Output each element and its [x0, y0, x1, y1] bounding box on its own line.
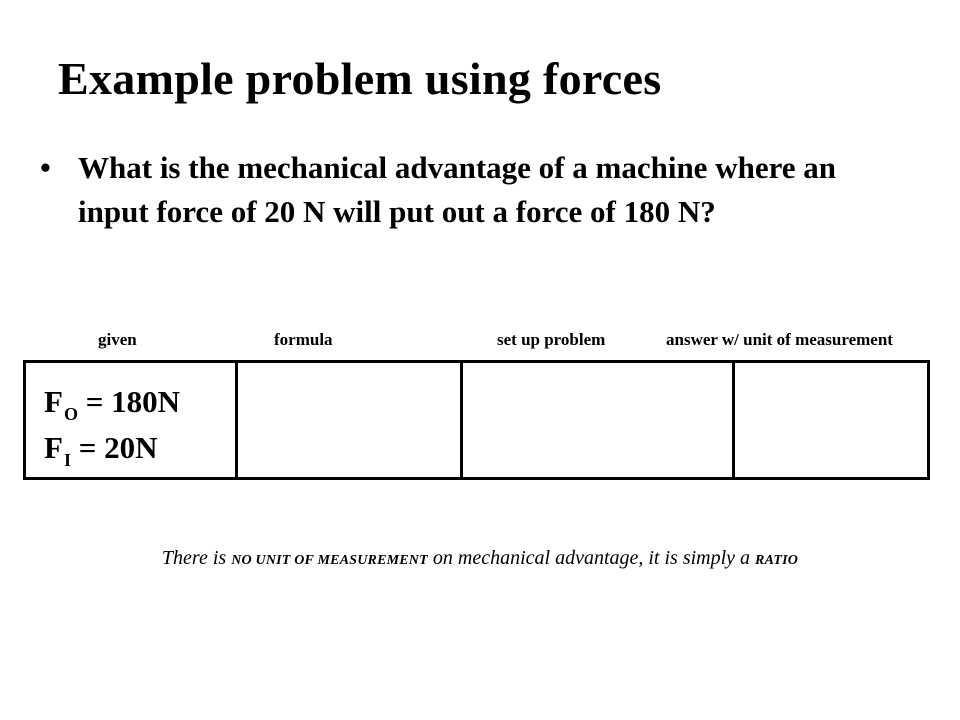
given-input-force — [44, 427, 235, 473]
force-subscript: O — [63, 404, 78, 424]
force-symbol: F — [44, 384, 63, 419]
setup-cell — [460, 363, 732, 477]
given-cell — [26, 363, 235, 477]
answer-cell — [732, 363, 927, 477]
force-value: = 180N — [77, 384, 181, 419]
column-header-formula: formula — [274, 330, 333, 349]
given-output-force — [44, 381, 235, 427]
formula-cell — [235, 363, 460, 477]
bullet-dot-icon: • — [40, 150, 51, 185]
column-header-answer: answer w/ unit of measurement — [666, 330, 893, 349]
column-header-setup: set up problem — [497, 330, 606, 349]
force-symbol: F — [44, 430, 63, 465]
note-text: There is — [161, 547, 232, 569]
question-bullet — [40, 146, 920, 234]
footnote — [0, 547, 960, 570]
question-text: What is the mechanical advantage of a machine where an input force of 20 N will put out a force of 180 N? — [78, 150, 837, 229]
column-header-given: given — [98, 330, 137, 349]
slide-title: Example problem using forces — [58, 53, 662, 104]
force-value: = 20N — [70, 430, 158, 465]
problem-table — [23, 360, 930, 480]
force-subscript: I — [63, 450, 71, 470]
note-text: on mechanical advantage, it is simply a — [427, 547, 756, 569]
note-emphasis: NO UNIT OF MEASUREMENT — [231, 553, 428, 568]
note-emphasis: RATIO — [755, 553, 799, 568]
